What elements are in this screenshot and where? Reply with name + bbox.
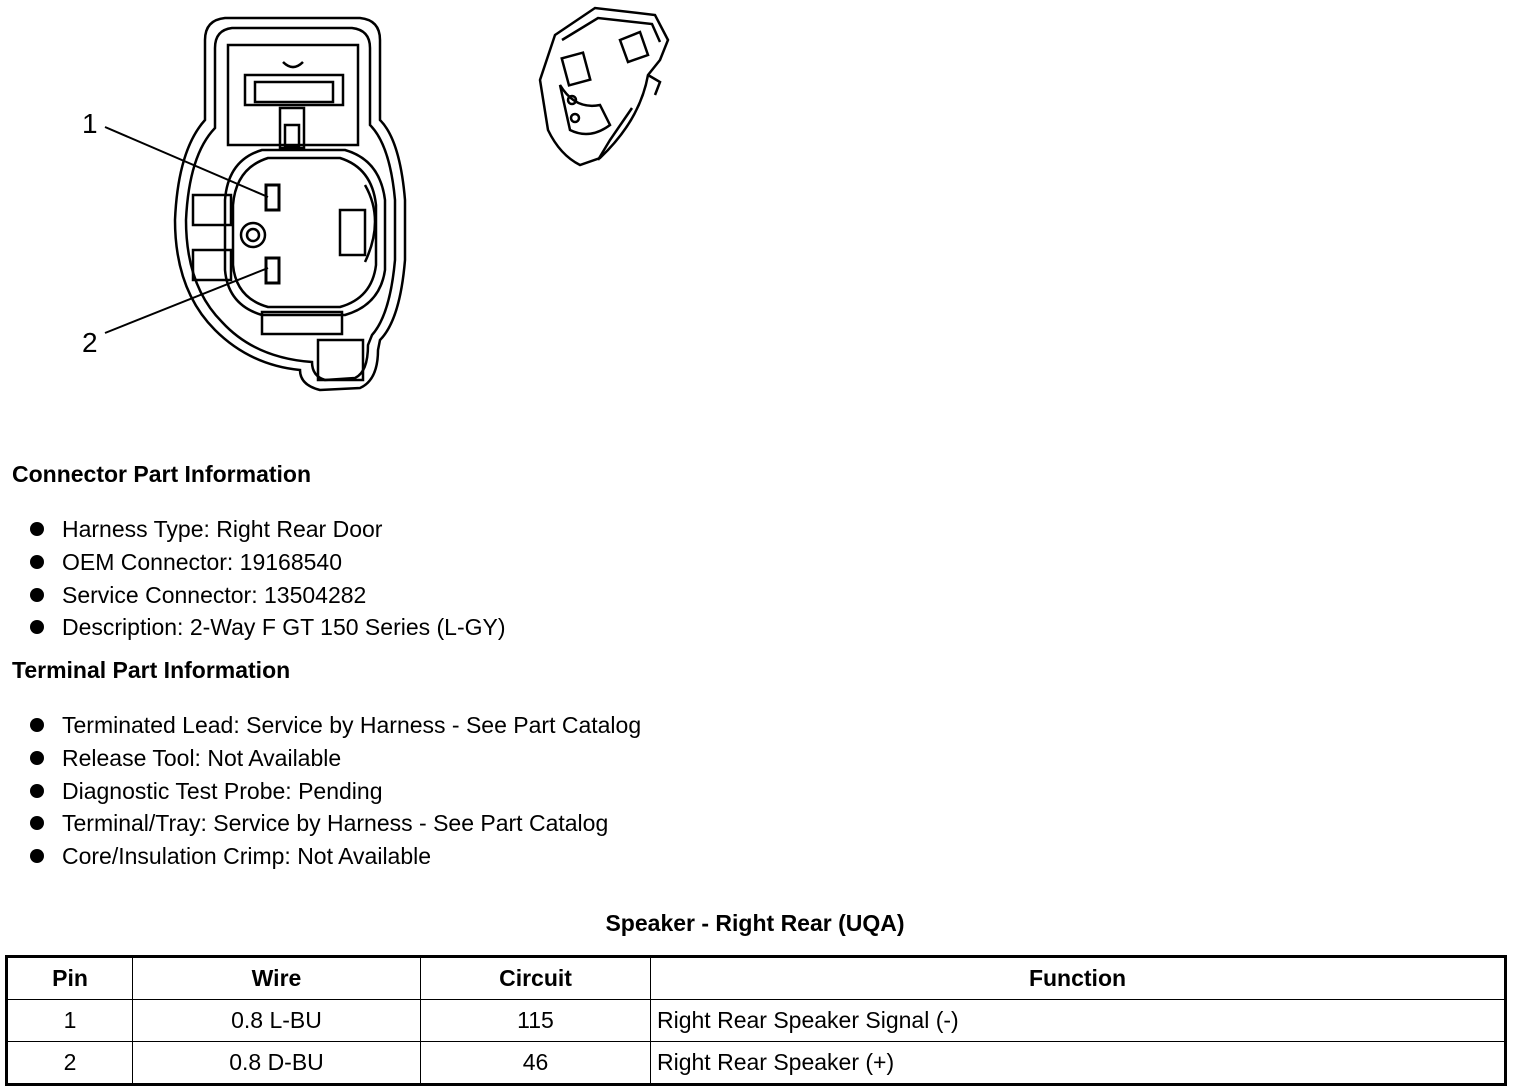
bullet-icon	[30, 751, 44, 765]
cell-function: Right Rear Speaker Signal (-)	[651, 1000, 1506, 1042]
connector-isometric-view	[540, 8, 668, 165]
bullet-icon	[30, 718, 44, 732]
list-item-text: Release Tool: Not Available	[62, 744, 342, 771]
header-wire: Wire	[133, 957, 421, 1000]
list-item	[30, 742, 641, 775]
cell-circuit: 46	[421, 1042, 651, 1085]
connector-info-list	[30, 513, 506, 644]
table-header-row	[7, 957, 1506, 1000]
bullet-icon	[30, 816, 44, 830]
pin-1-label: 1	[82, 108, 98, 139]
list-item-text: Terminal/Tray: Service by Harness - See Part Catalog	[62, 810, 609, 837]
list-item	[30, 709, 641, 742]
header-pin: Pin	[7, 957, 133, 1000]
bullet-icon	[30, 784, 44, 798]
list-item-text: Terminated Lead: Service by Harness - See Part Catalog	[62, 712, 642, 738]
cell-pin: 1	[7, 1000, 133, 1042]
connector-figure	[0, 0, 1520, 440]
terminal-info-list	[30, 709, 641, 873]
bullet-icon	[30, 522, 44, 536]
list-item-text: Description: 2-Way F GT 150 Series (L-GY)	[62, 614, 506, 641]
header-function: Function	[651, 957, 1506, 1000]
bullet-icon	[30, 849, 44, 863]
list-item-text: Diagnostic Test Probe: Pending	[62, 777, 383, 804]
list-item	[30, 513, 506, 546]
list-item	[30, 611, 506, 644]
pin-2-label: 2	[82, 327, 98, 358]
list-item	[30, 546, 506, 579]
bullet-icon	[30, 620, 44, 634]
list-item	[30, 807, 641, 840]
terminal-info-heading: Terminal Part Information	[12, 657, 291, 683]
list-item	[30, 579, 506, 612]
cell-wire: 0.8 L-BU	[133, 1000, 421, 1042]
table-title: Speaker - Right Rear (UQA)	[605, 910, 905, 936]
list-item-text: Service Connector: 13504282	[62, 581, 367, 608]
cell-wire: 0.8 D-BU	[133, 1042, 421, 1085]
table-row	[7, 1000, 1506, 1042]
list-item	[30, 840, 641, 873]
bullet-icon	[30, 588, 44, 602]
list-item-text: OEM Connector: 19168540	[62, 548, 343, 575]
cell-circuit: 115	[421, 1000, 651, 1042]
connector-face-view	[105, 18, 405, 390]
list-item-text: Core/Insulation Crimp: Not Available	[62, 843, 432, 870]
cell-pin: 2	[7, 1042, 133, 1085]
list-item-text: Harness Type: Right Rear Door	[62, 516, 383, 542]
pinout-table	[5, 955, 1507, 1086]
cell-function: Right Rear Speaker (+)	[651, 1042, 1506, 1085]
bullet-icon	[30, 555, 44, 569]
list-item	[30, 775, 641, 808]
table-row	[7, 1042, 1506, 1085]
connector-info-heading: Connector Part Information	[12, 461, 312, 487]
header-circuit: Circuit	[421, 957, 651, 1000]
